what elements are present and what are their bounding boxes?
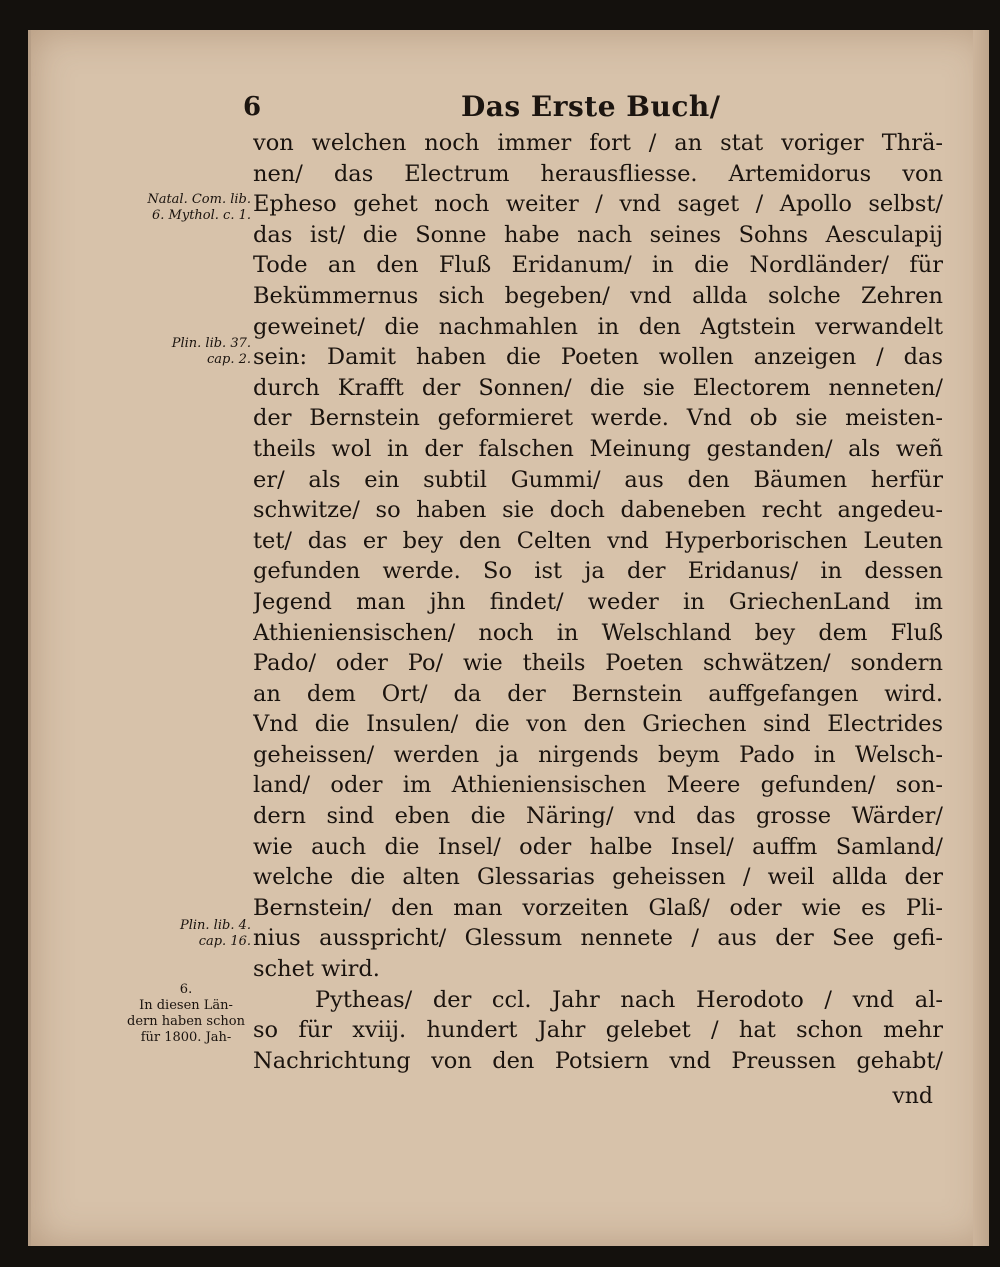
text-line: land/ oder im Athieniensischen Meere gefunden/ son- <box>253 772 943 799</box>
text-line: gefunden werde. So ist ja der Eridanus/ in dessen <box>253 558 943 585</box>
text-line: theils wol in der falschen Meinung gestanden/ als weñ <box>253 435 943 462</box>
margin-note-line: Plin. lib. 4. <box>179 918 251 933</box>
page-header <box>31 86 989 130</box>
margin-note-line: für 1800. Jah- <box>140 1030 232 1045</box>
page-number: 6 <box>243 92 262 122</box>
text-line: durch Krafft der Sonnen/ die sie Electorem nenneten/ <box>253 374 943 401</box>
text-line: Vnd die Insulen/ die von den Griechen sind Electrides <box>253 711 943 738</box>
text-line: das ist/ die Sonne habe nach seines Sohns Aesculapij <box>253 221 943 248</box>
page-edge <box>973 30 989 1246</box>
text-line: tet/ das er bey den Celten vnd Hyperborischen Leuten <box>253 527 943 554</box>
text-line: Pado/ oder Po/ wie theils Poeten schwätzen/ sondern <box>253 650 943 677</box>
text-line: so für xviij. hundert Jahr gelebet / hat schon mehr <box>253 1017 943 1044</box>
text-line: sein: Damit haben die Poeten wollen anzeigen / das <box>253 344 943 371</box>
text-line: geheissen/ werden ja nirgends beym Pado in Welsch- <box>253 741 943 768</box>
text-line: dern sind eben die Näring/ vnd das grosse Wärder/ <box>253 803 943 830</box>
text-line: Bekümmernus sich begeben/ vnd allda solche Zehren <box>253 282 943 309</box>
text-line: welche die alten Glessarias geheissen / weil allda der <box>253 864 943 891</box>
text-line: Nachrichtung von den Potsiern vnd Preussen gehabt/ <box>253 1047 943 1074</box>
text-line: er/ als ein subtil Gummi/ aus den Bäumen herfür <box>253 466 943 493</box>
body-text <box>253 128 943 1076</box>
running-title: Das Erste Buch/ <box>461 90 721 123</box>
margin-note-natal-com <box>101 192 251 224</box>
text-line: schet wird. <box>253 956 380 983</box>
text-line: von welchen noch immer fort / an stat voriger Thrä- <box>253 130 943 156</box>
text-line: nius ausspricht/ Glessum nennete / aus der See gefi- <box>253 925 943 952</box>
margin-note-line: In diesen Län- <box>139 998 233 1013</box>
text-line: an dem Ort/ da der Bernstein auffgefangen wird. <box>253 680 943 707</box>
text-line: nen/ das Electrum herausfliesse. Artemidorus von <box>253 160 943 187</box>
text-line: Jegend man jhn findet/ weder in GriechenLand im <box>253 588 943 615</box>
text-line: Bernstein/ den man vorzeiten Glaß/ oder wie es Pli- <box>253 894 943 921</box>
margin-note-line: Natal. Com. lib. <box>147 192 251 207</box>
text-line: wie auch die Insel/ oder halbe Insel/ auffm Samland/ <box>253 833 943 860</box>
margin-note-plin-4 <box>101 918 251 950</box>
text-line: geweinet/ die nachmahlen in den Agtstein verwandelt <box>253 313 943 340</box>
margin-note-line: 6. Mythol. c. 1. <box>152 208 251 223</box>
catchword: vnd <box>892 1084 933 1109</box>
margin-note-line: cap. 2. <box>206 352 251 367</box>
text-line: Epheso gehet noch weiter / vnd saget / Apollo selbst/ <box>253 191 943 218</box>
text-line: der Bernstein geformieret werde. Vnd ob sie meisten- <box>253 405 943 432</box>
book-page <box>28 30 989 1246</box>
text-line: Tode an den Fluß Eridanum/ in die Nordländer/ für <box>253 252 943 279</box>
margin-note-plin-37 <box>101 336 251 368</box>
margin-note-line: dern haben schon <box>127 1014 245 1029</box>
margin-note-line: cap. 16. <box>198 934 251 949</box>
text-line: Athieniensischen/ noch in Welschland bey dem Fluß <box>253 619 943 646</box>
margin-note-line: 6. <box>179 982 193 997</box>
text-line: Pytheas/ der ccl. Jahr nach Herodoto / vnd al- <box>315 986 943 1013</box>
text-line: schwitze/ so haben sie doch dabeneben recht angedeu- <box>253 497 943 524</box>
margin-note-1800-years <box>121 982 251 1046</box>
margin-note-line: Plin. lib. 37. <box>171 336 251 351</box>
